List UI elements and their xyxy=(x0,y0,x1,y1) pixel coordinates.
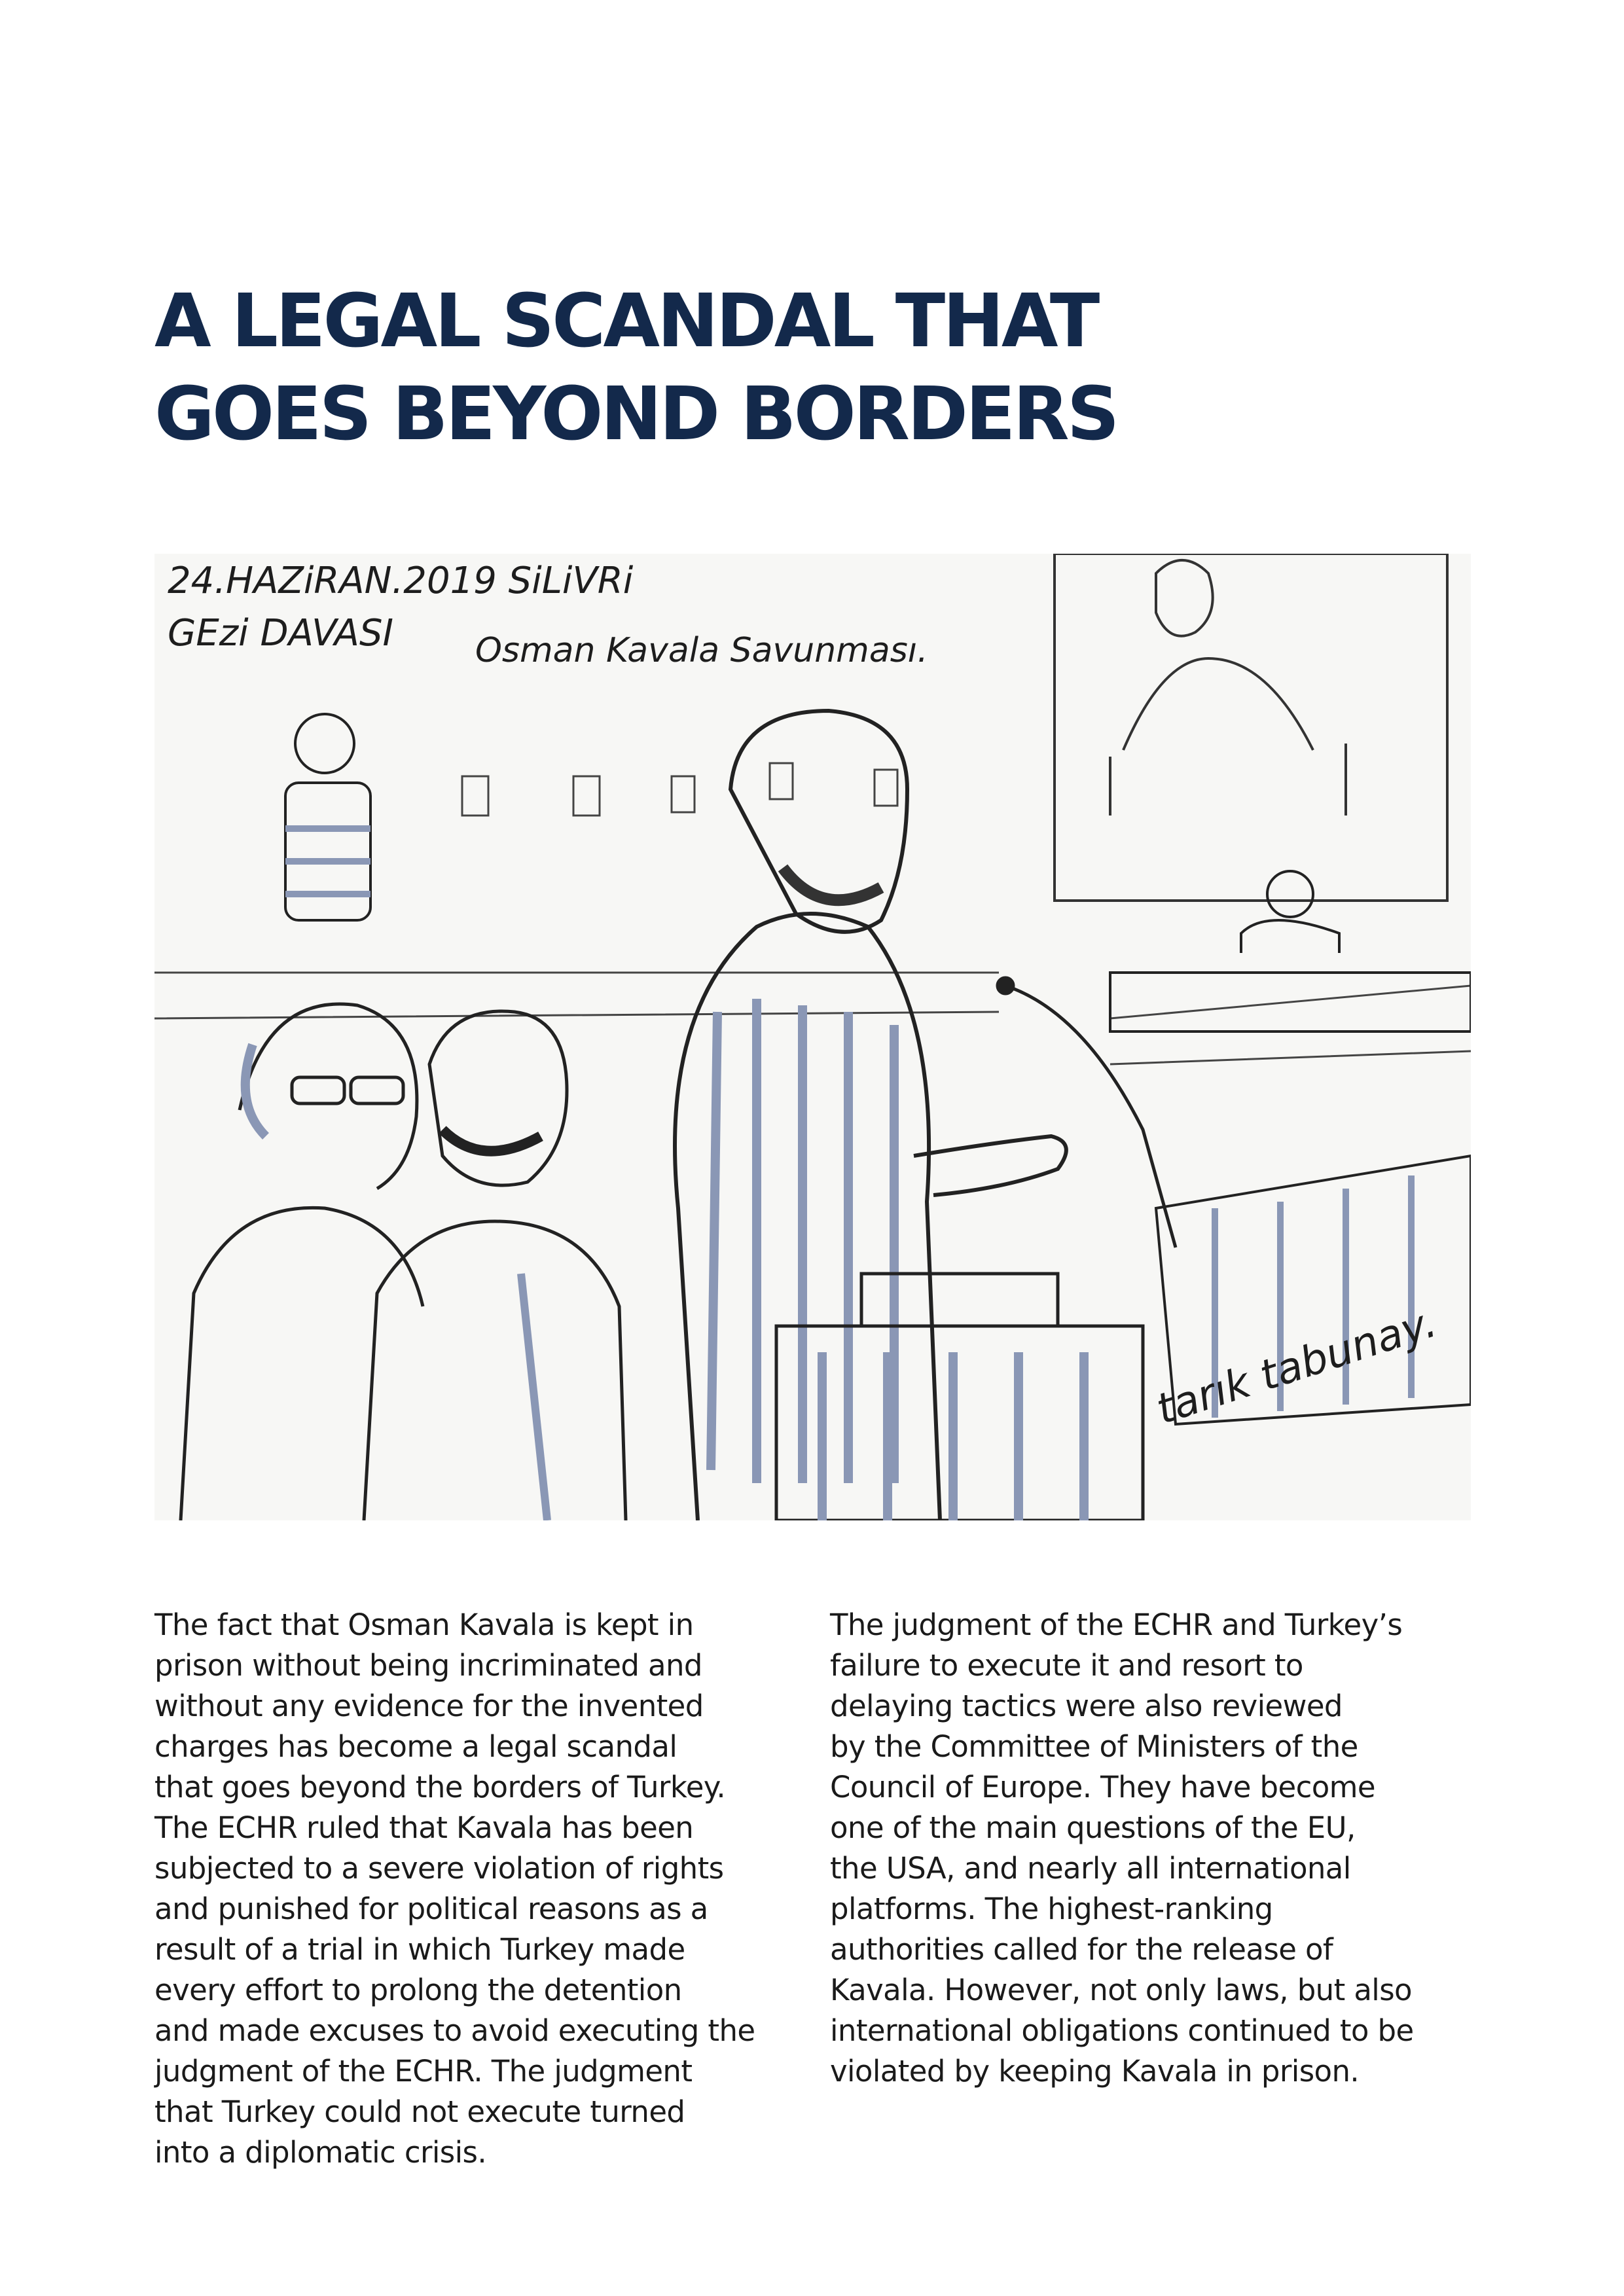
artist-signature: tarık tabunay. xyxy=(1151,1298,1443,1435)
body-line: and punished for political reasons as a xyxy=(154,1892,708,1926)
body-line: The fact that Osman Kavala is kept in xyxy=(154,1607,694,1642)
body-line: prison without being incriminated and xyxy=(154,1648,702,1683)
body-line: and made excuses to avoid executing the xyxy=(154,2013,755,2048)
body-line: violated by keeping Kavala in prison. xyxy=(830,2054,1360,2089)
body-line: The judgment of the ECHR and Turkey’s xyxy=(830,1607,1403,1642)
body-line: by the Committee of Ministers of the xyxy=(830,1729,1358,1764)
sketch-defense-line: Osman Kavala Savunması. xyxy=(475,631,928,670)
page-title xyxy=(154,275,1398,461)
body-line: platforms. The highest-ranking xyxy=(830,1892,1273,1926)
body-line: subjected to a severe violation of rights xyxy=(154,1851,724,1886)
body-line: one of the main questions of the EU, xyxy=(830,1810,1356,1845)
body-line: delaying tactics were also reviewed xyxy=(830,1689,1343,1723)
body-line: Council of Europe. They have become xyxy=(830,1770,1375,1804)
courtroom-sketch-illustration xyxy=(154,554,1471,1520)
body-line: international obligations continued to be xyxy=(830,2013,1414,2048)
body-line: every effort to prolong the detention xyxy=(154,1973,682,2007)
body-line: charges has become a legal scandal xyxy=(154,1729,677,1764)
sketch-case-line: GEzi DAVASI xyxy=(168,612,394,655)
body-line: into a diplomatic crisis. xyxy=(154,2135,487,2170)
body-line: that goes beyond the borders of Turkey. xyxy=(154,1770,726,1804)
sketch-date-line: 24.HAZiRAN.2019 SiLiVRi xyxy=(168,560,634,602)
body-column-left xyxy=(154,1605,816,2173)
body-line: the USA, and nearly all international xyxy=(830,1851,1351,1886)
body-line: failure to execute it and resort to xyxy=(830,1648,1303,1683)
body-line: without any evidence for the invented xyxy=(154,1689,704,1723)
body-line: Kavala. However, not only laws, but also xyxy=(830,1973,1412,2007)
body-line: result of a trial in which Turkey made xyxy=(154,1932,685,1967)
body-line: judgment of the ECHR. The judgment xyxy=(154,2054,693,2089)
body-line: The ECHR ruled that Kavala has been xyxy=(154,1810,694,1845)
title-line-1: A LEGAL SCANDAL THAT xyxy=(154,279,1098,364)
body-column-right xyxy=(830,1605,1491,2092)
body-line: authorities called for the release of xyxy=(830,1932,1333,1967)
courtroom-sketch-drawing xyxy=(154,554,1471,1520)
title-line-2: GOES BEYOND BORDERS xyxy=(154,372,1117,457)
body-line: that Turkey could not execute turned xyxy=(154,2094,685,2129)
